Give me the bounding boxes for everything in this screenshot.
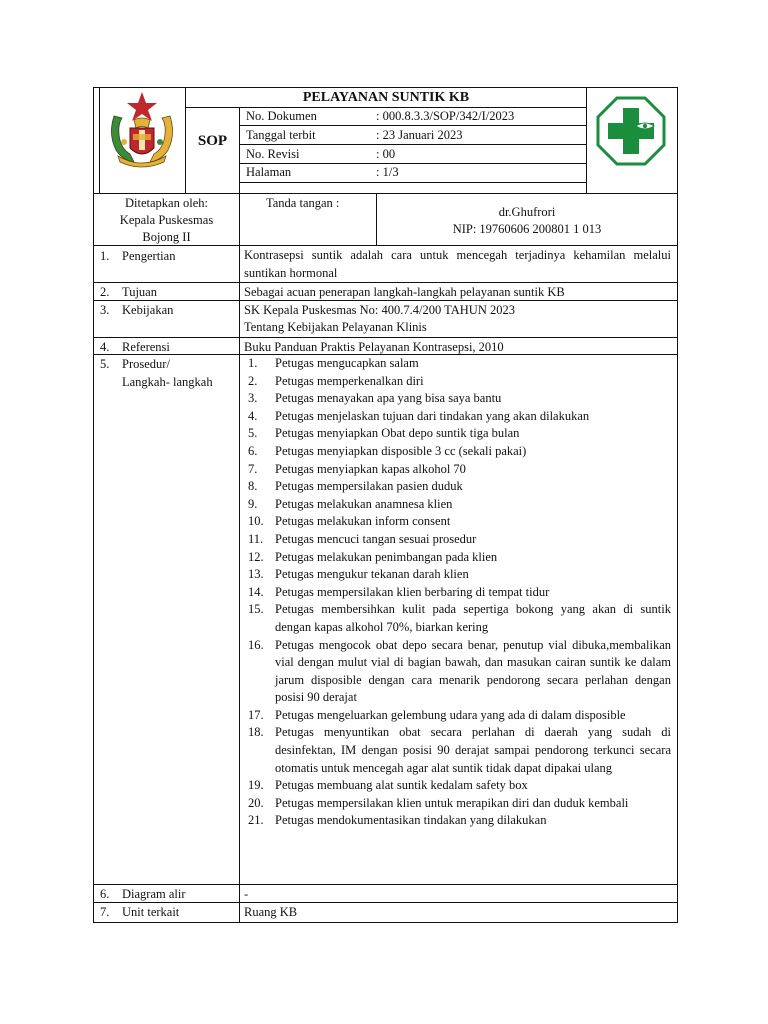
section-text-unit: Ruang KB xyxy=(244,905,298,919)
step-number: 11. xyxy=(248,531,264,546)
list-item xyxy=(243,637,671,707)
step-text: Petugas mempersilakan klien untuk merapikan diri dan duduk kembali xyxy=(275,795,629,810)
procedure-steps-list xyxy=(243,355,671,830)
step-text: Petugas menyiapkan Obat depo suntik tiga bulan xyxy=(275,426,520,441)
step-number: 9. xyxy=(248,496,258,511)
doc-number-value: : 000.8.3.3/SOP/342/I/2023 xyxy=(376,109,515,123)
section-label-diagram: Diagram alir xyxy=(122,887,186,901)
star-icon xyxy=(127,92,157,121)
list-item xyxy=(243,531,671,549)
step-number: 21. xyxy=(248,813,264,828)
step-text: Petugas membuang alat suntik kedalam safety box xyxy=(275,778,528,793)
step-text: Petugas mengeluarkan gelembung udara yang ada di dalam disposible xyxy=(275,707,626,722)
step-text: Petugas mempersilakan pasien duduk xyxy=(275,479,463,494)
step-number: 1. xyxy=(248,356,258,370)
step-text: Petugas mencuci tangan sesuai prosedur xyxy=(275,531,477,546)
list-item xyxy=(243,408,671,426)
step-number: 8. xyxy=(248,479,258,494)
revision-value: : 00 xyxy=(376,147,396,161)
list-item xyxy=(243,478,671,496)
list-item xyxy=(243,724,671,777)
list-item xyxy=(243,812,671,830)
list-item xyxy=(243,461,671,479)
step-number: 3. xyxy=(248,391,258,406)
section-label-tujuan: Tujuan xyxy=(122,285,157,299)
step-number: 5. xyxy=(248,426,258,441)
section-number: 7. xyxy=(100,905,110,919)
step-text: Petugas menyiapkan disposible 3 cc (sekali pakai) xyxy=(275,443,527,458)
list-item xyxy=(243,777,671,795)
step-number: 4. xyxy=(248,408,258,423)
list-item xyxy=(243,549,671,567)
section-label-pengertian: Pengertian xyxy=(122,249,176,263)
page-label: Halaman xyxy=(246,165,292,179)
step-number: 17. xyxy=(248,707,264,722)
step-number: 14. xyxy=(248,584,264,599)
section-text-tujuan: Sebagai acuan penerapan langkah-langkah pelayanan suntik KB xyxy=(244,285,565,299)
step-number: 13. xyxy=(248,567,264,582)
section-text-diagram: - xyxy=(244,887,249,901)
step-text: Petugas menjelaskan tujuan dari tindakan yang akan dilakukan xyxy=(275,408,590,423)
puskesmas-logo xyxy=(596,96,666,166)
list-item xyxy=(243,443,671,461)
step-text: Petugas membersihkan kulit pada sepertiga bokong yang akan di suntik dengan kapas alkohol 70%, biarkan kering xyxy=(275,602,671,634)
list-item xyxy=(243,513,671,531)
signatory-name: dr.Ghufrori xyxy=(498,205,556,219)
section-label-prosedur: Prosedur/ xyxy=(122,357,170,371)
section-number: 5. xyxy=(100,357,110,371)
section-text-kebijakan-line2: Tentang Kebijakan Pelayanan Klinis xyxy=(244,320,427,334)
step-text: Petugas mengukur tekanan darah klien xyxy=(275,567,469,582)
list-item xyxy=(243,584,671,602)
section-number: 1. xyxy=(100,249,110,263)
step-number: 18. xyxy=(248,725,264,740)
step-text: Petugas mengocok obat depo secara benar, penutup vial dibuka,membalikan vial dengan mulut vial di bagian bawah, dan masukan cairan suntik ke dalam jarum disposible dengan cara menarik pendorong secara perlahan dengan posisi 90 derajat xyxy=(275,637,671,705)
step-text: Petugas menayakan apa yang bisa saya bantu xyxy=(275,391,502,406)
document-title: PELAYANAN SUNTIK KB xyxy=(302,90,470,105)
revision-label: No. Revisi xyxy=(246,147,300,161)
section-label-kebijakan: Kebijakan xyxy=(122,303,174,317)
established-by-line1: Ditetapkan oleh: xyxy=(125,196,208,210)
step-number: 15. xyxy=(248,602,264,617)
signatory-nip: NIP: 19760606 200801 1 013 xyxy=(452,222,602,236)
list-item xyxy=(243,795,671,813)
signature-label: Tanda tangan : xyxy=(266,196,340,210)
section-text-referensi: Buku Panduan Praktis Pelayanan Kontrasepsi, 2010 xyxy=(244,340,504,354)
step-text: Petugas melakukan inform consent xyxy=(275,514,451,529)
step-number: 12. xyxy=(248,549,264,564)
step-text: Petugas menyiapkan kapas alkohol 70 xyxy=(275,461,466,476)
step-text: Petugas melakukan anamnesa klien xyxy=(275,496,453,511)
section-number: 2. xyxy=(100,285,110,299)
issue-date-value: : 23 Januari 2023 xyxy=(376,128,463,142)
issue-date-label: Tanggal terbit xyxy=(246,128,316,142)
regency-emblem-logo xyxy=(104,90,180,170)
page-value: : 1/3 xyxy=(376,165,399,179)
step-number: 7. xyxy=(248,461,258,476)
step-text: Petugas memperkenalkan diri xyxy=(275,373,424,388)
step-text: Petugas menyuntikan obat secara perlahan di daerah yang sudah di desinfektan, IM dengan posisi 90 derajat sampai pendorong terkunci secara otomatis untuk mencegah agar alat suntik tidak dapat dipakai ulang xyxy=(275,725,671,775)
list-item xyxy=(243,390,671,408)
step-number: 16. xyxy=(248,637,264,652)
list-item xyxy=(243,425,671,443)
section-label-langkah: Langkah- langkah xyxy=(122,375,213,389)
established-by-line2: Kepala Puskesmas xyxy=(119,213,214,227)
list-item xyxy=(243,373,671,391)
step-text: Petugas mempersilakan klien berbaring di tempat tidur xyxy=(275,584,550,599)
section-text-kebijakan-line1: SK Kepala Puskesmas No: 400.7.4/200 TAHUN 2023 xyxy=(244,303,515,317)
section-label-referensi: Referensi xyxy=(122,340,170,354)
step-number: 20. xyxy=(248,795,264,810)
step-number: 19. xyxy=(248,778,264,793)
sop-label: SOP xyxy=(197,133,228,149)
step-text: Petugas mendokumentasikan tindakan yang dilakukan xyxy=(275,813,547,828)
section-number: 6. xyxy=(100,887,110,901)
list-item xyxy=(243,496,671,514)
cross-icon xyxy=(608,108,654,154)
list-item xyxy=(243,601,671,636)
step-text: Petugas melakukan penimbangan pada klien xyxy=(275,549,498,564)
section-number: 4. xyxy=(100,340,110,354)
step-number: 2. xyxy=(248,373,258,388)
section-number: 3. xyxy=(100,303,110,317)
list-item xyxy=(243,566,671,584)
step-number: 6. xyxy=(248,443,258,458)
doc-number-label: No. Dokumen xyxy=(246,109,317,123)
list-item xyxy=(243,707,671,725)
section-label-unit: Unit terkait xyxy=(122,905,180,919)
established-by-line3: Bojong II xyxy=(142,230,191,244)
list-item xyxy=(243,355,671,373)
step-text: Petugas mengucapkan salam xyxy=(275,356,419,370)
section-text-pengertian: Kontrasepsi suntik adalah cara untuk mencegah terjadinya kehamilan melalui suntikan hormonal xyxy=(244,248,671,280)
step-number: 10. xyxy=(248,514,264,529)
